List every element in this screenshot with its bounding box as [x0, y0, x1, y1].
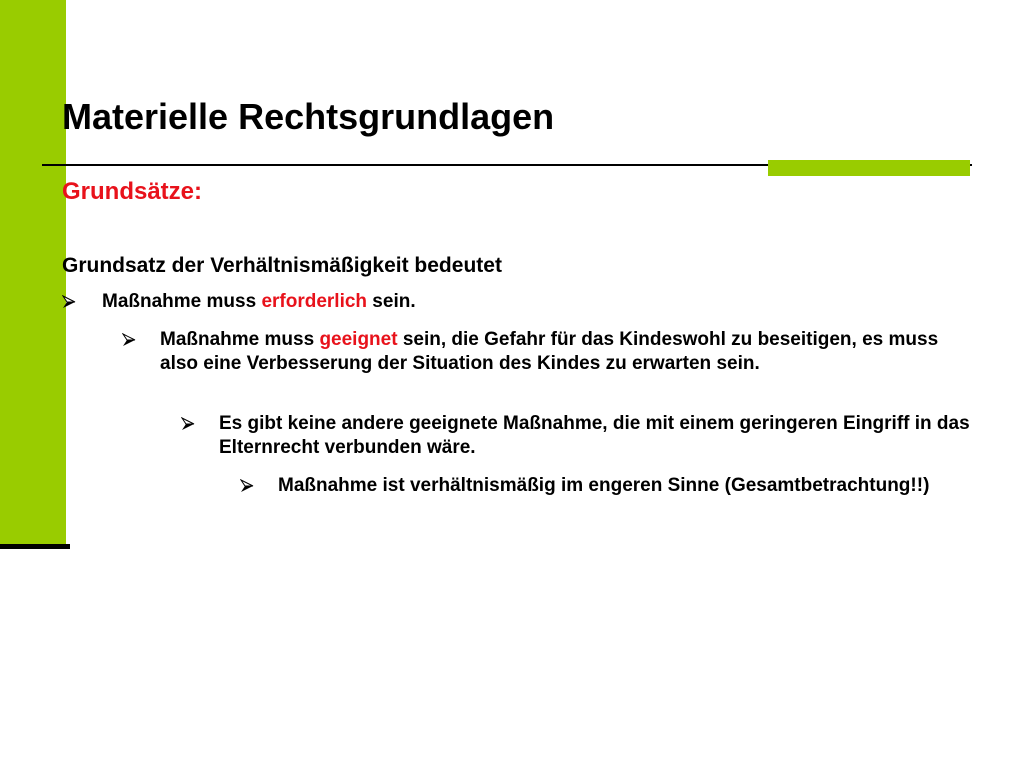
- arrowhead-bullet-icon: [181, 412, 195, 436]
- bullet-item-3: [181, 412, 981, 460]
- bullet-text: Maßnahme ist verhältnismäßig im engeren Sinne (Gesamtbetrachtung!!): [278, 475, 930, 496]
- left-accent-bar: [0, 0, 66, 548]
- arrowhead-bullet-icon: [62, 290, 76, 314]
- left-bar-underline: [0, 544, 70, 549]
- bullet-item-1: [62, 290, 762, 314]
- slide-title: Materielle Rechtsgrundlagen: [62, 96, 555, 137]
- intro-line: Grundsatz der Verhältnismäßigkeit bedeutet: [62, 254, 502, 277]
- bullet-item-2: [122, 328, 962, 376]
- arrowhead-bullet-icon: [240, 474, 254, 498]
- bullet-text: Maßnahme muss geeignet sein, die Gefahr für das Kindeswohl zu beseitigen, es muss also eine Verbesserung der Situation des Kindes zu erwarten sein.: [160, 329, 939, 374]
- bullet-item-4: [240, 474, 980, 498]
- bullet-text: Maßnahme muss erforderlich sein.: [102, 291, 416, 312]
- highlighted-term: erforderlich: [261, 291, 368, 312]
- highlighted-term: geeignet: [319, 329, 398, 350]
- arrowhead-bullet-icon: [122, 328, 136, 352]
- section-heading: Grundsätze:: [62, 178, 203, 205]
- title-accent-bar: [768, 160, 970, 176]
- bullet-text: Es gibt keine andere geeignete Maßnahme, die mit einem geringeren Eingriff in das Elternrecht verbunden wäre.: [219, 413, 970, 458]
